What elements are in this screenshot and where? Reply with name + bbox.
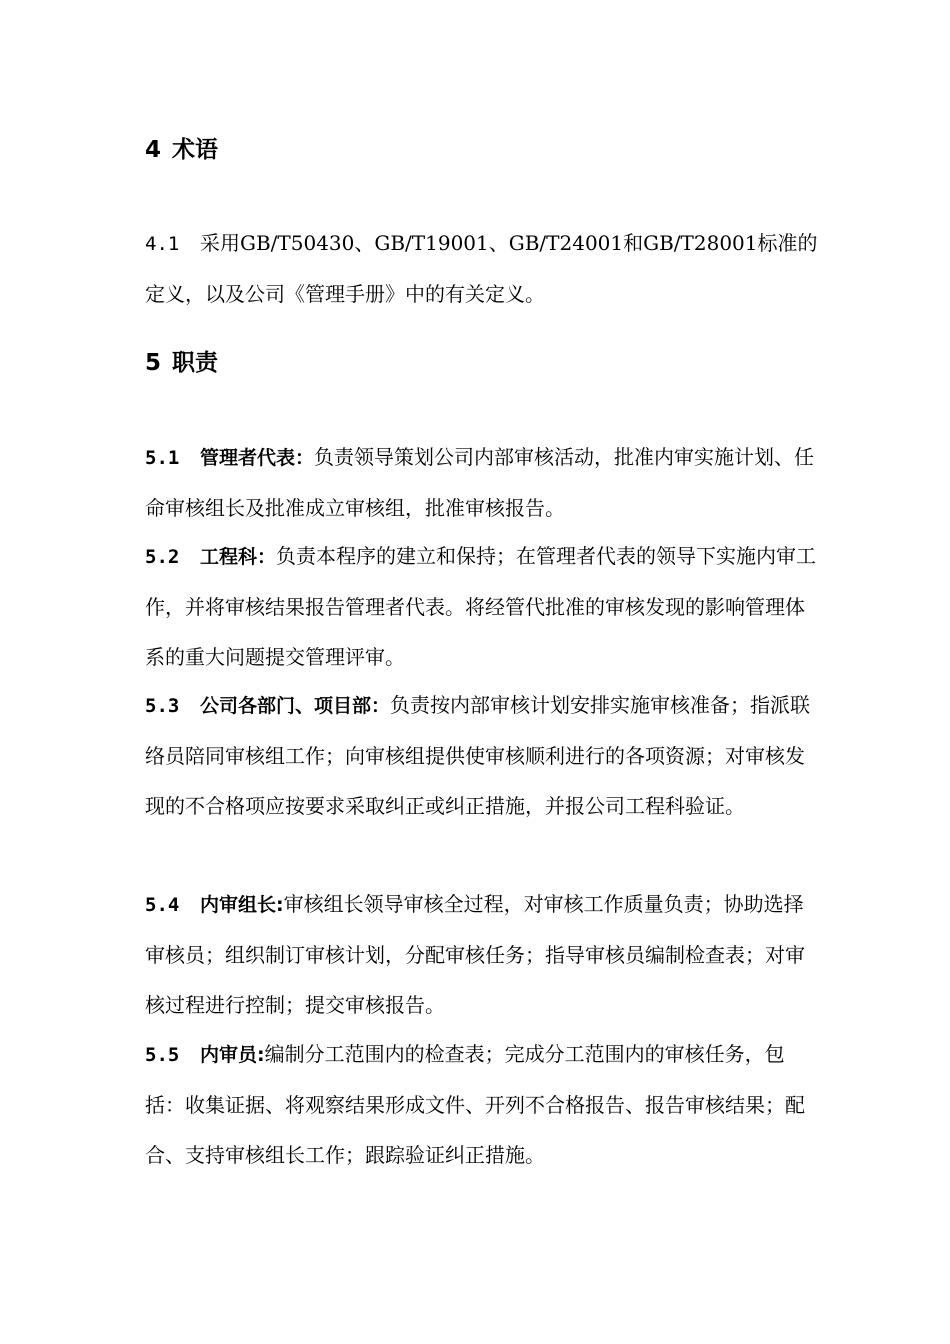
paragraph-5-4 [145,879,820,1030]
paragraph-number: 5.1 [145,447,180,469]
paragraph-text: 采用GB/T50430、GB/T19001、GB/T24001和GB/T28001标准的定义，以及公司《管理手册》中的有关定义。 [145,231,818,306]
section-heading-duties [145,348,218,378]
paragraph-text: 审核组长领导审核全过程，对审核工作质量负责；协助选择审核员；组织制订审核计划，分配审核任务；指导审核员编制检查表；对审核过程进行控制；提交审核报告。 [145,892,805,1017]
paragraph-number: 4.1 [145,233,180,255]
paragraph-text: 负责本程序的建立和保持；在管理者代表的领导下实施内审工作，并将审核结果报告管理者代表。将经管代批准的审核发现的影响管理体系的重大问题提交管理评审。 [145,544,817,669]
section-title: 职责 [172,350,219,376]
role-label: 内审组长: [200,894,284,916]
paragraph-5-1 [145,432,820,533]
role-label: 公司各部门、项目部： [200,695,391,717]
paragraph-text: 负责领导策划公司内部审核活动，批准内审实施计划、任命审核组长及批准成立审核组，批准审核报告。 [145,445,815,520]
paragraph-number: 5.2 [145,546,180,568]
paragraph-text: 编制分工范围内的检查表；完成分工范围内的审核任务，包括：收集证据、将观察结果形成文件、开列不合格报告、报告审核结果；配合、支持审核组长工作；跟踪验证纠正措施。 [145,1042,805,1167]
paragraph-number: 5.4 [145,894,180,916]
section-title: 术语 [172,137,219,163]
paragraph-4-1 [145,218,820,319]
paragraph-5-5 [145,1029,820,1180]
section-number: 5 [145,350,162,376]
paragraph-number: 5.5 [145,1044,180,1066]
section-number: 4 [145,137,162,163]
role-label: 工程科： [200,546,277,568]
role-label: 管理者代表： [200,447,315,469]
section-heading-terms [145,135,218,165]
paragraph-number: 5.3 [145,695,180,717]
paragraph-text: 负责按内部审核计划安排实施审核准备；指派联络员陪同审核组工作；向审核组提供使审核顺利进行的各项资源；对审核发现的不合格项应按要求采取纠正或纠正措施，并报公司工程科验证。 [145,693,811,818]
paragraph-5-3 [145,680,820,831]
paragraph-5-2 [145,531,820,682]
role-label: 内审员: [200,1044,265,1066]
